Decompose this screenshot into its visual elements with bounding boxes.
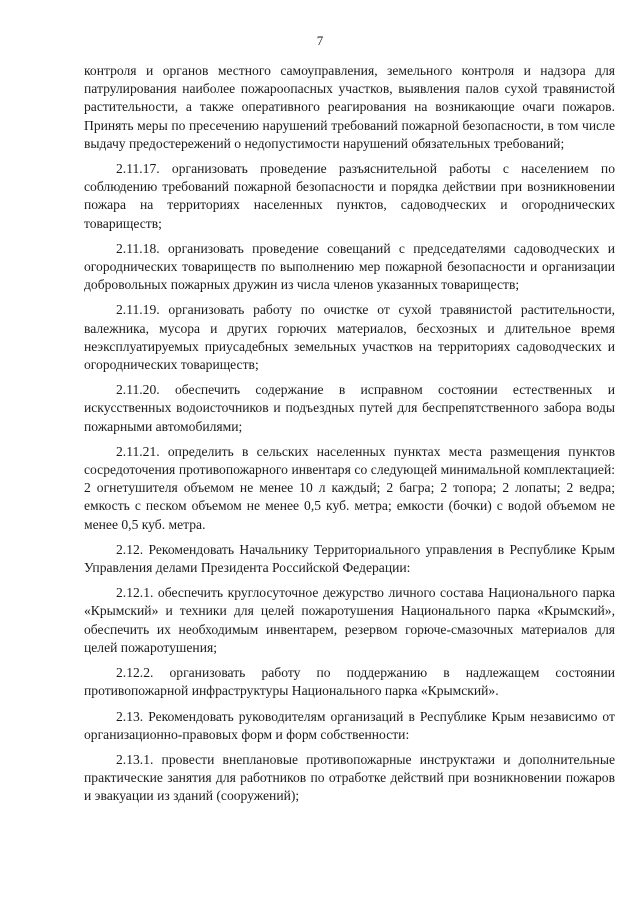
paragraph-2-11-21: 2.11.21. определить в сельских населенных пунктах места размещения пунктов сосредоточения противопожарного инвентаря со следующей минимальной комплектацией: 2 огнетушителя объемом не менее 10 л каждый; 2 багра; 2 топора; 2 лопаты; 2 ведра; емкость с песком объемом не менее 0,5 куб. метра; емкости (бочки) с водой объемом не менее 0,5 куб. метра. [84,443,615,532]
paragraph-2-11-18: 2.11.18. организовать проведение совещаний с председателями садоводческих и огороднических товариществ по выполнению мер пожарной безопасности и организации добровольных пожарных дружин из числа членов указанных товариществ; [84,240,615,293]
paragraph-2-13-1: 2.13.1. провести внеплановые противопожарные инструктажи и дополнительные практические занятия для работников по отработке действий при возникновении пожаров и эвакуации из зданий (сооружений); [84,751,615,804]
paragraph-continuation: контроля и органов местного самоуправления, земельного контроля и надзора для патрулирования наиболее пожароопасных участков, выявления палов сухой травянистой растительности, а также оперативного реагирования на возникающие очаги пожаров. Принять меры по пресечению нарушений требований пожарной безопасности, в том числе выдачу предостережений о недопустимости нарушений обязательных требований; [84,63,615,151]
paragraph-2-11-17: 2.11.17. организовать проведение разъяснительной работы с населением по соблюдению требований пожарной безопасности и порядка действии при возникновении пожара на территориях населенных пунктов, садоводческих и огороднических товариществ; [84,161,615,231]
document-body [84,62,615,813]
paragraph-2-12-1: 2.12.1. обеспечить круглосуточное дежурство личного состава Национального парка «Крымский» и техники для целей пожаротушения Национального парка «Крымский», обеспечить их необходимым инвентарем, резервом горюче-смазочных материалов для целей пожаротушения; [84,585,615,655]
paragraph-2-13: 2.13. Рекомендовать руководителям организаций в Республике Крым независимо от организационно-правовых форм и форм собственности: [84,708,615,742]
paragraph-2-11-20: 2.11.20. обеспечить содержание в исправном состоянии естественных и искусственных водоисточников и подъездных путей для беспрепятственного забора воды пожарными автомобилями; [84,382,615,434]
paragraph-2-12: 2.12. Рекомендовать Начальнику Территориального управления в Республике Крым Управления делами Президента Российской Федерации: [84,541,615,576]
page-number: 7 [316,33,324,48]
paragraph-2-11-19: 2.11.19. организовать работу по очистке от сухой травянистой растительности, валежника, мусора и других горючих материалов, бесхозных и длительное время неэксплуатируемых приусадебных земельных участков на территориях садоводческих и огороднических товариществ; [84,302,615,373]
paragraph-2-12-2: 2.12.2. организовать работу по поддержанию в надлежащем состоянии противопожарной инфраструктуры Национального парка «Крымский». [84,665,615,699]
